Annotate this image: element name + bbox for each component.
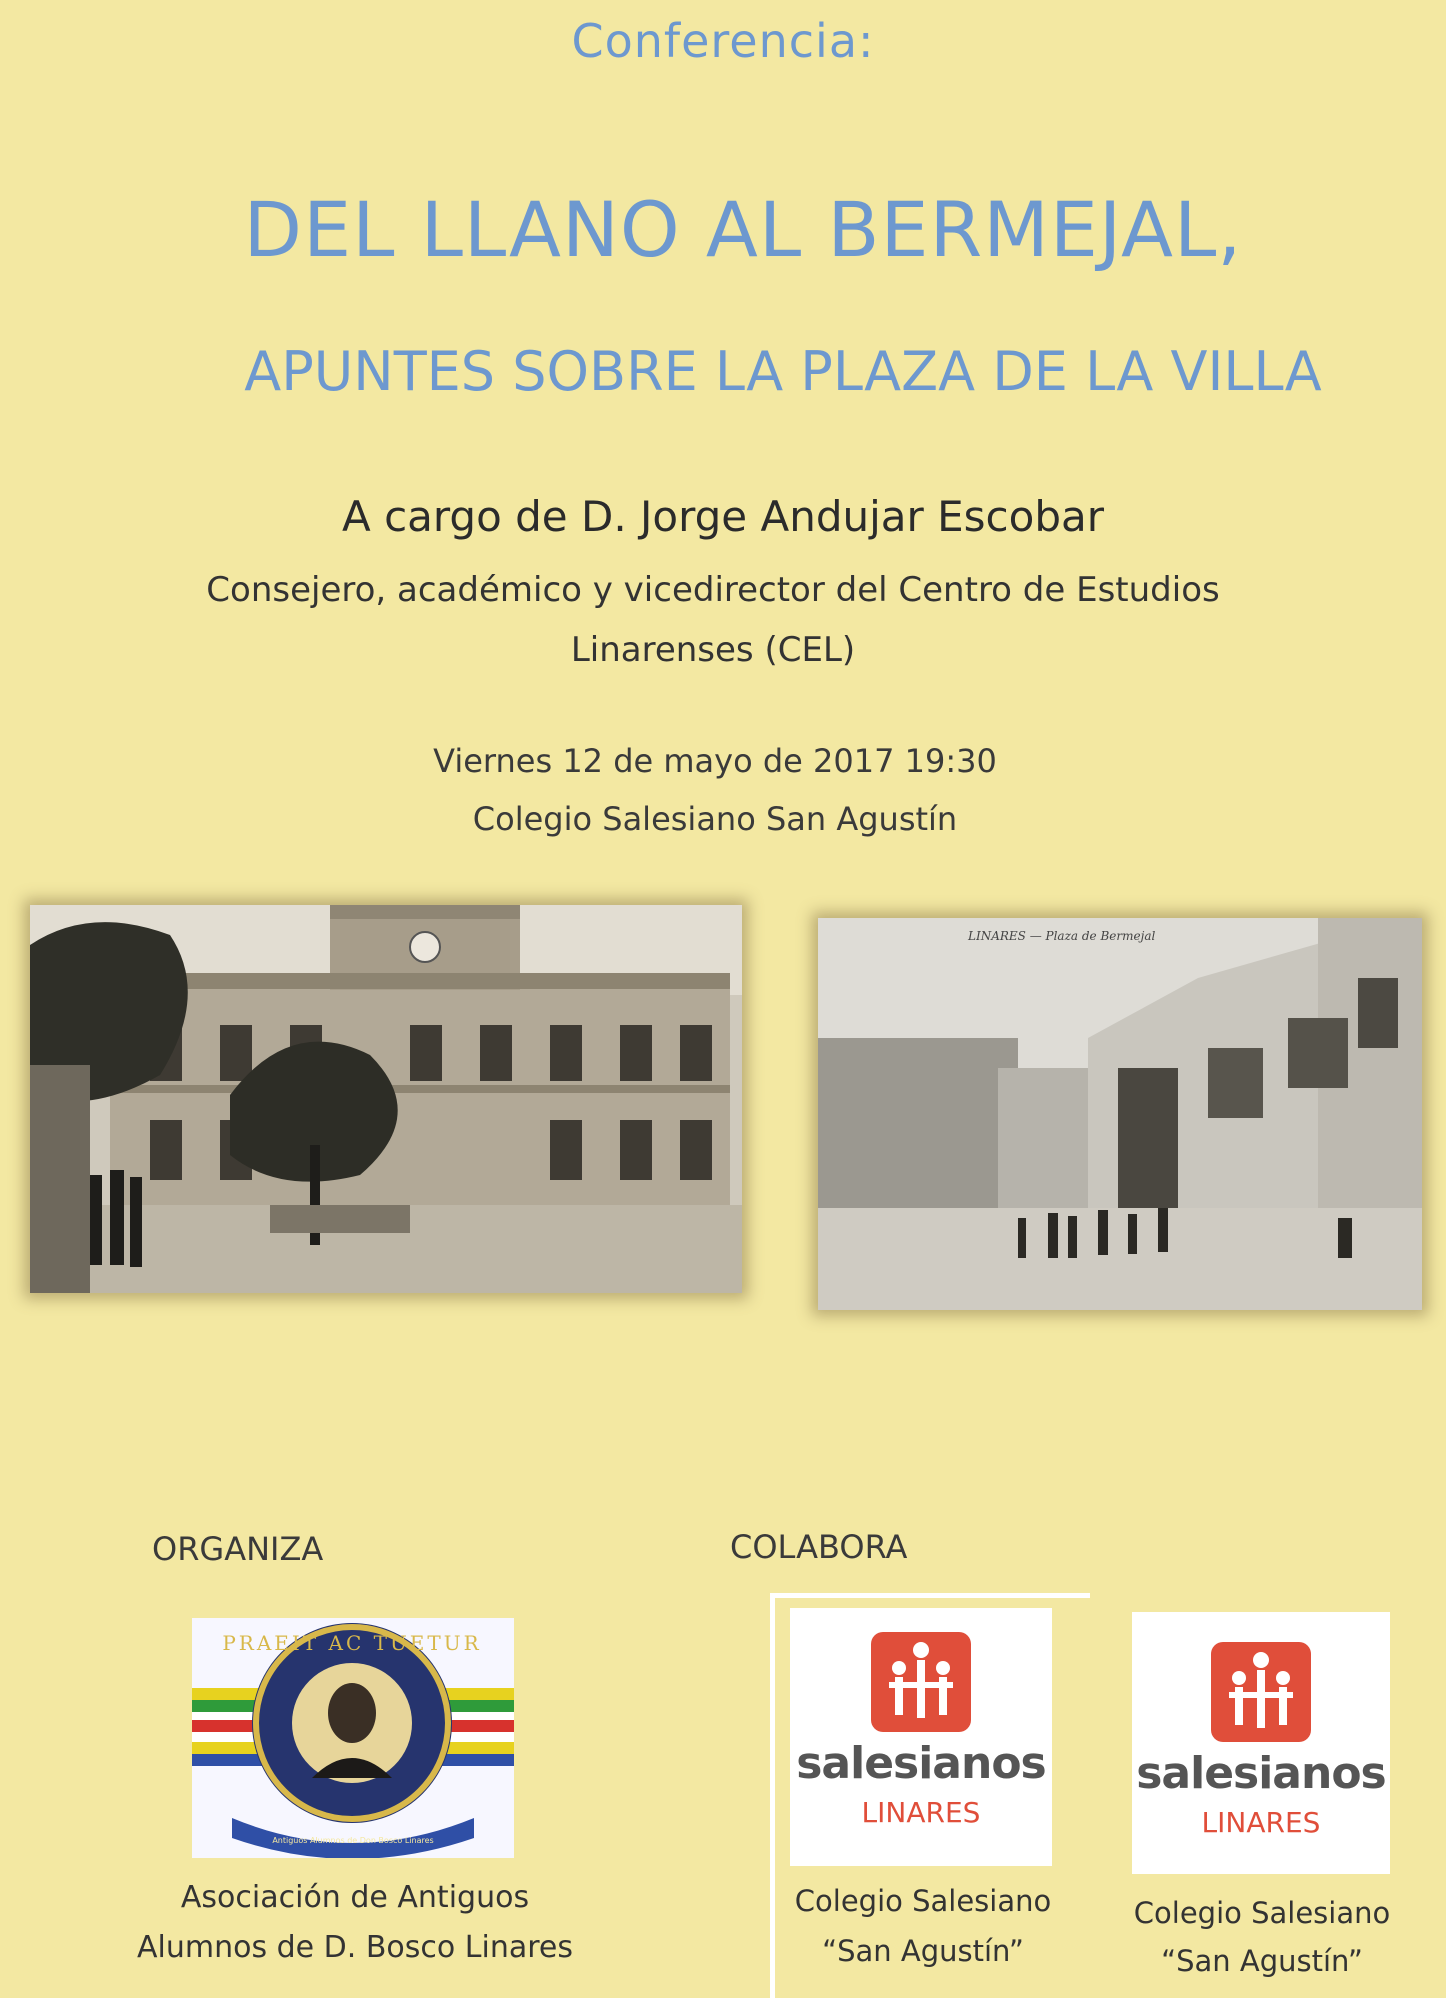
organiza-label: ORGANIZA	[152, 1530, 324, 1568]
salesianos-wordmark: salesianos	[796, 1738, 1046, 1789]
association-name-line-1: Asociación de Antiguos	[180, 1880, 530, 1915]
association-logo	[192, 1618, 514, 1858]
association-name-line-2: Alumnos de D. Bosco Linares	[137, 1930, 573, 1965]
event-venue: Colegio Salesiano San Agustín	[472, 800, 958, 838]
divider-line	[770, 1593, 1090, 1598]
speaker-role-line-2: Linarenses (CEL)	[570, 630, 856, 670]
association-motto: PRAEIT AC TUETUR	[222, 1631, 482, 1655]
poster-subtitle: APUNTES SOBRE LA PLAZA DE LA VILLA	[244, 340, 1322, 403]
svg-text:LINARES — Plaza de Bermejal: LINARES — Plaza de Bermejal	[968, 929, 1156, 943]
association-band-text: Antiguos Alumnos de Don Bosco Linares	[272, 1836, 434, 1845]
event-date: Viernes 12 de mayo de 2017 19:30	[433, 742, 997, 780]
conference-kicker: Conferencia:	[571, 14, 875, 68]
salesianos-emblem-icon	[871, 1632, 971, 1732]
college-name-line-2: “San Agustín”	[1161, 1944, 1363, 1978]
speaker-role-line-1: Consejero, académico y vicedirector del Centro de Estudios	[206, 570, 1220, 610]
salesianos-wordmark: salesianos	[1136, 1748, 1386, 1799]
college-name-line-1: Colegio Salesiano	[1133, 1896, 1391, 1930]
salesianos-emblem-icon	[1211, 1642, 1311, 1742]
bermejal-street-photo	[818, 918, 1422, 1310]
salesianos-city: LINARES	[1201, 1806, 1321, 1839]
speaker-name: A cargo de D. Jorge Andujar Escobar	[341, 492, 1105, 541]
salesianos-logo	[790, 1608, 1052, 1866]
salesianos-logo	[1132, 1612, 1390, 1874]
town-hall-photo	[30, 905, 742, 1293]
college-name-line-2: “San Agustín”	[822, 1934, 1024, 1968]
poster-title: DEL LLANO AL BERMEJAL,	[243, 185, 1243, 274]
colabora-label: COLABORA	[730, 1528, 908, 1566]
college-name-line-1: Colegio Salesiano	[794, 1884, 1052, 1918]
salesianos-city: LINARES	[861, 1796, 981, 1829]
